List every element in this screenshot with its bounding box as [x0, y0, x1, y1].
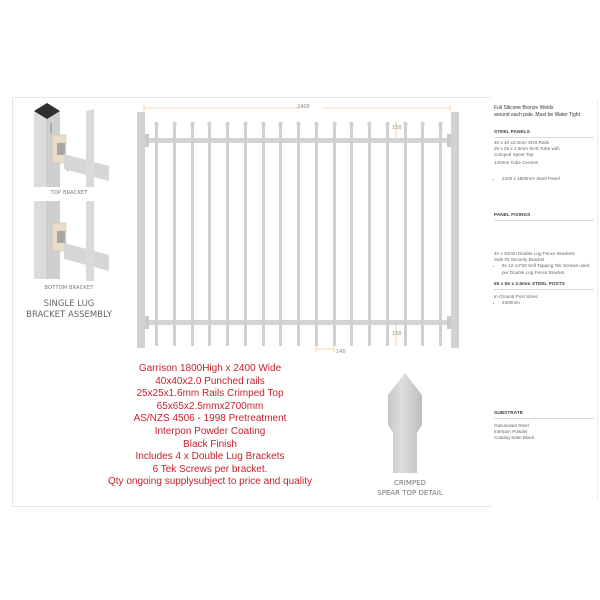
assembly-title-line1: SINGLE LUG — [43, 299, 95, 309]
panel-fixings-section — [494, 251, 594, 276]
steel-panels-heading: STEEL PANELS — [494, 130, 594, 138]
spec-bullet: • 6x 12-14*20 Self Tapping Tek Screws used per Double Lug Fence Bracket — [502, 263, 594, 275]
weld-note-line1: Full Silicone Bronze Welds — [494, 105, 554, 111]
description-line: AS/NZS 4506 - 1998 Pretreatment — [133, 413, 287, 425]
top-bracket-illustration — [24, 99, 114, 187]
spec-line: 140mm Tube Centres — [494, 159, 539, 165]
spear-top-illustration — [385, 373, 425, 473]
spec-line: Galvanised Steel — [494, 423, 529, 428]
description-line: Garrison 1800High x 2400 Wide — [138, 363, 282, 374]
spec-bullet: • 2400mm — [502, 300, 594, 306]
top-bracket-caption: TOP BRACKET — [50, 190, 88, 196]
panel-fixings-heading: PANEL FIXINGS — [494, 213, 594, 221]
spear-detail-caption — [355, 479, 465, 498]
assembly-title — [14, 299, 124, 321]
bracket-assembly-panel — [14, 97, 124, 327]
steel-posts-heading: 65 x 65 x 2.5mm STEEL POSTS — [494, 282, 594, 290]
width-dimension-label: 2400 — [297, 104, 310, 110]
spear-caption-line2: SPEAR TOP DETAIL — [377, 488, 443, 497]
weld-note — [494, 105, 594, 118]
spec-line: Side Fit Security Bracket — [494, 257, 545, 263]
assembly-title-line2: BRACKET ASSEMBLY — [26, 310, 112, 320]
substrate-section — [494, 423, 594, 442]
steel-panels-section — [494, 140, 594, 182]
spec-line: 40 x 40mm Double Lug Fence Brackets — [494, 251, 575, 256]
description-line: 65x65x2.5mmx2700mm — [156, 400, 264, 412]
spec-line: Interpon Powder — [494, 429, 528, 435]
substrate-heading: SUBSTRATE — [494, 411, 594, 419]
steel-posts-section — [494, 294, 594, 306]
bottom-gap-dimension-label: 150 — [392, 331, 402, 337]
picket-spacing-dimension-label: 140 — [336, 349, 346, 355]
spear-caption-line1: CRIMPED — [394, 479, 426, 487]
spec-line: Coating Satin Black — [494, 435, 535, 441]
description-line: Includes 4 x Double Lug Brackets — [135, 451, 285, 463]
description-line: 25x25x1.6mm Rails Crimped Top — [136, 388, 284, 400]
spec-bullet: • 2400 x 1800mm Steel Panel — [502, 176, 594, 182]
bottom-bracket-caption: BOTTOM BRACKET — [44, 285, 94, 291]
top-spear-dimension-label: 150 — [392, 125, 402, 131]
bottom-bracket-illustration — [24, 201, 114, 281]
spec-line: Crimped Spear Top — [494, 152, 534, 158]
sidebar-divider — [597, 100, 598, 500]
spec-line: 40 x 40 x2.0mm SHS Rails — [494, 140, 549, 145]
description-line: Interpon Powder Coating — [154, 425, 266, 437]
description-line: Black Finish — [183, 438, 237, 450]
description-line: Qty ongoing supplysubject to price and quality — [107, 476, 312, 488]
description-line: 40x40x2.0 Punched rails — [155, 375, 265, 387]
description-line: 6 Tek Screws per bracket. — [152, 463, 268, 475]
weld-note-line2: around each pale. Must be Water Tight — [494, 111, 580, 118]
product-description — [85, 363, 335, 489]
fence-panel-drawing — [130, 100, 475, 355]
spec-line: 25 x 25 x 1.6mm SHS Tube with — [494, 146, 560, 152]
spec-line: In Ground Post Sizes: — [494, 294, 539, 299]
